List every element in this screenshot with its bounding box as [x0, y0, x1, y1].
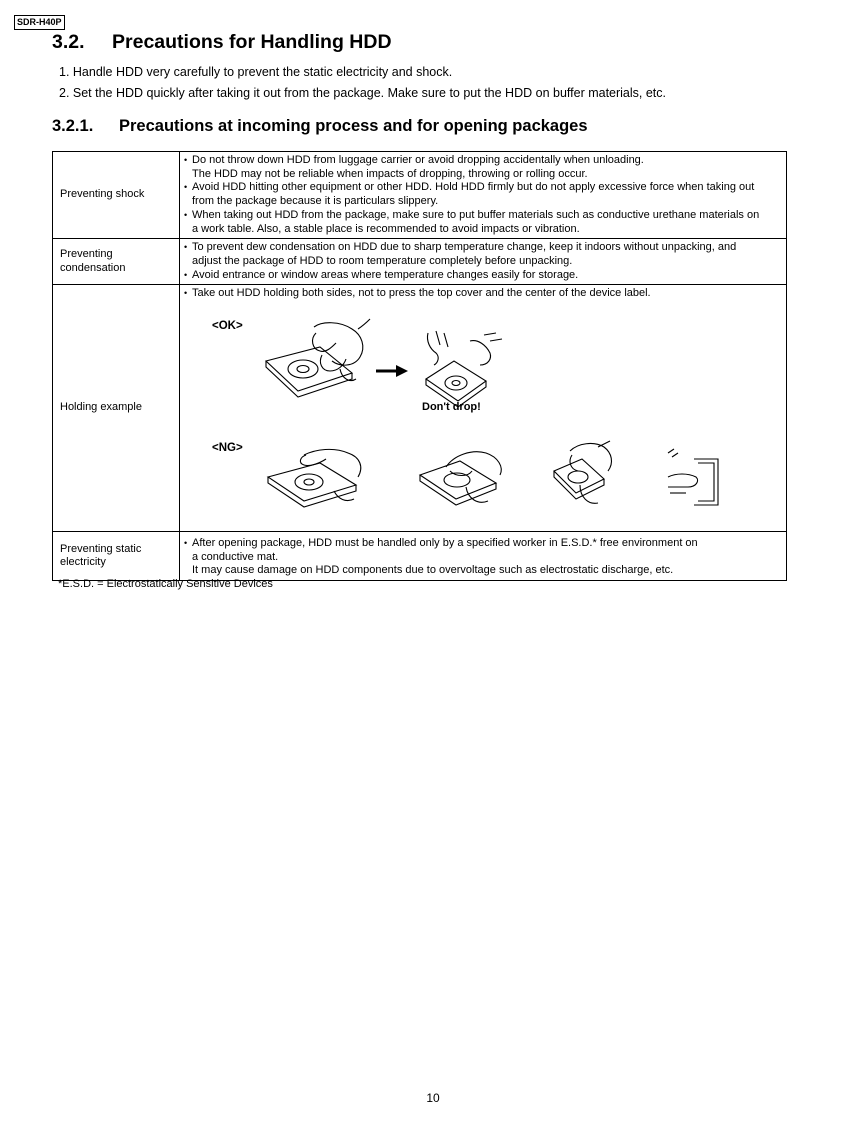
intro-item: 1. Handle HDD very carefully to prevent the static electricity and shock.: [59, 65, 453, 79]
arrow-icon: [376, 364, 410, 378]
bullet: • Avoid entrance or window areas where temperature changes easily for storage.: [184, 269, 783, 283]
ng-grip-center-drawing: [550, 441, 616, 517]
row-content: [180, 285, 787, 532]
ok-label: <OK>: [212, 320, 243, 333]
label-line: Preventing static: [60, 542, 142, 555]
intro-list: [59, 62, 819, 104]
ng-press-top-drawing: [264, 447, 368, 517]
bullet: • Do not throw down HDD from luggage carrier or avoid dropping accidentally when unloading.: [184, 154, 783, 168]
bullet: • Avoid HDD hitting other equipment or other HDD. Hold HDD firmly but do not apply excessive force when taking out: [184, 181, 783, 195]
subsection-number: 3.2.1.: [52, 117, 94, 135]
page-number: 10: [426, 1091, 440, 1105]
row-label: Holding example: [53, 285, 180, 532]
row-content: [180, 532, 787, 581]
ng-thumb-top-drawing: [416, 447, 512, 517]
bullet-continuation: a work table. Also, a stable place is recommended to avoid impacts or vibration.: [192, 222, 580, 235]
bullet: • To prevent dew condensation on HDD due to sharp temperature change, keep it indoors without unpacking, and: [184, 241, 783, 255]
row-content: [180, 239, 787, 285]
ng-label: <NG>: [212, 442, 243, 455]
table-row-holding: [53, 285, 787, 532]
ok-hold-drawing: [260, 321, 370, 409]
bullet: • When taking out HDD from the package, make sure to put buffer materials such as conductive urethane materials on: [184, 209, 783, 223]
model-tag: SDR-H40P: [14, 15, 65, 30]
drop-caption: Don't drop!: [422, 401, 481, 414]
footnote: *E.S.D. = Electrostatically Sensitive Devices: [58, 578, 273, 590]
holding-illustration: [184, 301, 783, 529]
section-number: 3.2.: [52, 31, 85, 53]
table-row-condensation: [53, 239, 787, 285]
ng-press-side-drawing: [666, 449, 724, 513]
bullet-continuation: from the package because it is particulars slippery.: [192, 195, 439, 208]
subsection-title: Precautions at incoming process and for opening packages: [119, 117, 588, 135]
bullet-continuation: adjust the package of HDD to room temperature completely before unpacking.: [192, 254, 573, 267]
row-label: Preventing shock: [53, 152, 180, 239]
bullet: • Take out HDD holding both sides, not to press the top cover and the center of the device label.: [184, 287, 783, 301]
row-label: [53, 532, 180, 581]
table-row-static: [53, 532, 787, 581]
section-heading: [52, 30, 392, 54]
bullet-continuation: The HDD may not be reliable when impacts of dropping, throwing or rolling occur.: [192, 167, 588, 180]
precautions-table: [52, 151, 787, 581]
ok-lift-drawing: [420, 331, 506, 411]
bullet: • After opening package, HDD must be handled only by a specified worker in E.S.D.* free environment on: [184, 537, 783, 551]
table-row-shock: [53, 152, 787, 239]
label-line: electricity: [60, 556, 106, 569]
bullet-continuation: a conductive mat.: [192, 550, 279, 563]
intro-item: 2. Set the HDD quickly after taking it out from the package. Make sure to put the HDD on buffer materials, etc.: [59, 86, 667, 100]
label-line: condensation: [60, 261, 126, 274]
bullet-continuation: It may cause damage on HDD components due to overvoltage such as electrostatic discharge, etc.: [192, 564, 674, 577]
subsection-heading: [52, 116, 588, 136]
row-content: [180, 152, 787, 239]
section-title: Precautions for Handling HDD: [112, 31, 392, 53]
label-line: Preventing: [60, 248, 113, 261]
row-label: [53, 239, 180, 285]
